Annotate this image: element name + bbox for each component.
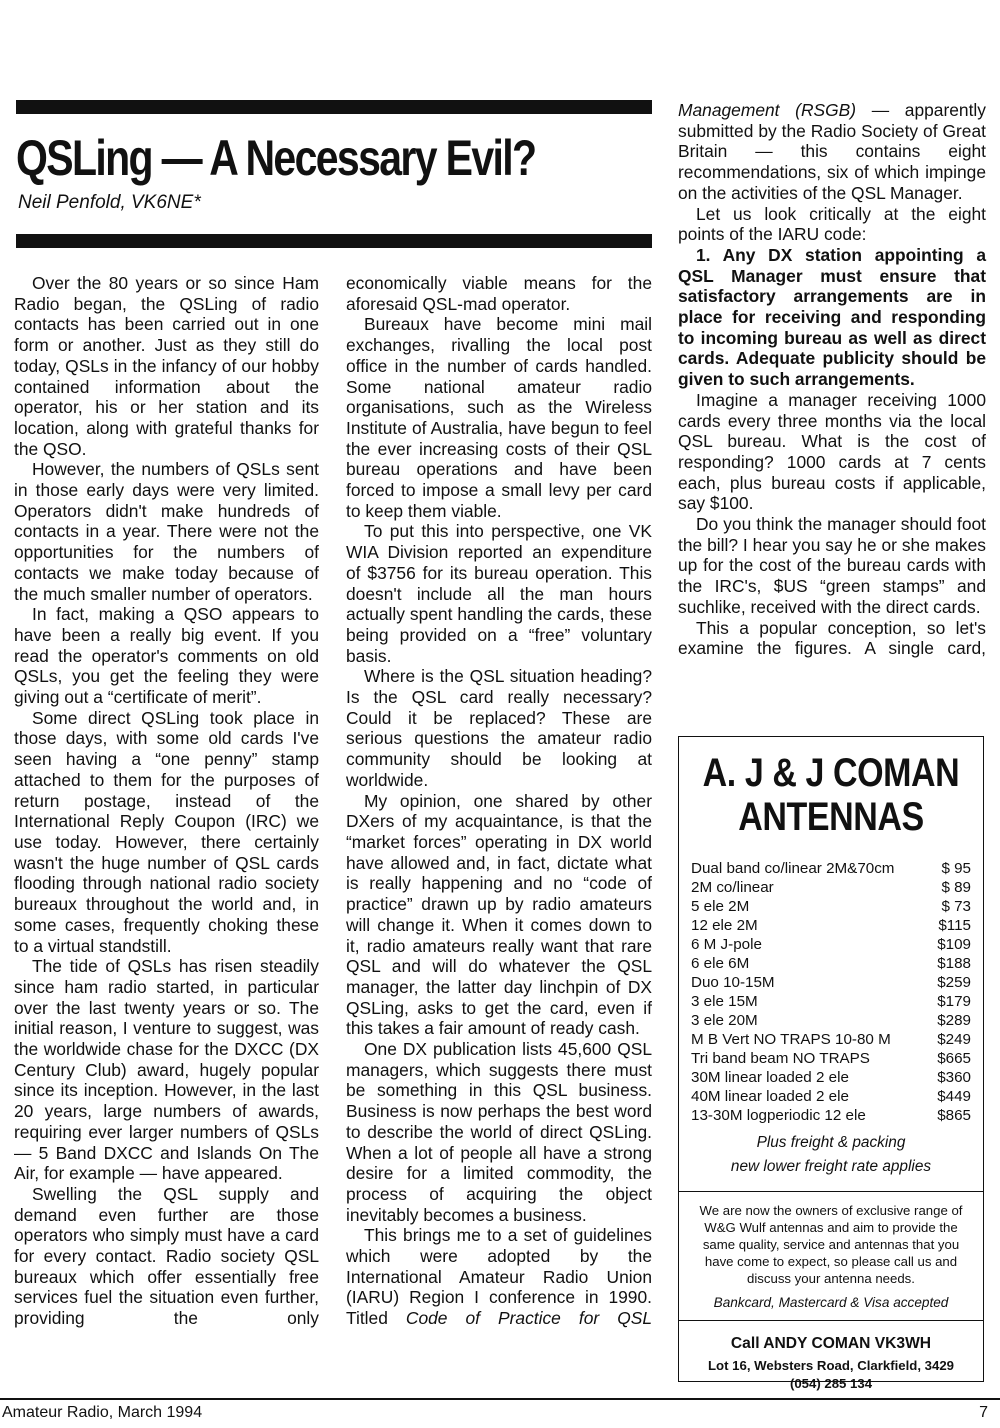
article-author: Neil Penfold, VK6NE* xyxy=(18,192,201,213)
paragraph: My opinion, one shared by other DXers of my acquaintance, is that the “market forces” operating in DX world have allowed and, in fact, dictate what is really happening and no “code of practice” drawn up by radio amateurs will change it. When it comes down to it, radio amateurs really want that rare QSL and will do whatever the QSL manager, the latter day linchpin of DX QSLing, asks to get the card, even if this takes a fair amount of ready cash. xyxy=(346,790,652,1039)
antenna-name: 13-30M logperiodic 12 ele xyxy=(691,1107,866,1124)
price-row xyxy=(691,1049,971,1068)
paragraph: Swelling the QSL supply and demand even further are those operators who simply must have a card for every contact. Radio society QSL bureaux which offer essentially free services fuel the situation even further, providing the only xyxy=(14,1183,319,1329)
price-row xyxy=(691,878,971,897)
antenna-name: 12 ele 2M xyxy=(691,917,758,934)
footer-publication: Amateur Radio, March 1994 xyxy=(2,1404,203,1421)
price-row xyxy=(691,1030,971,1049)
antenna-price: $ 73 xyxy=(941,898,971,915)
paragraph: Imagine a manager receiving 1000 cards every three months via the local QSL bureau. What is the cost of responding? 1000 cards at 7 cents each, plus bureau costs if applicable, say $100. xyxy=(678,389,986,514)
footer-rule xyxy=(0,1398,1000,1400)
paragraph: This a popular conception, so let's examine the figures. A single card, xyxy=(678,617,986,659)
antenna-price: $259 xyxy=(937,974,971,991)
contact-address: Lot 16, Websters Road, Clarkfield, 3429 xyxy=(707,1358,954,1373)
price-list xyxy=(691,859,971,1125)
paragraph: In fact, making a QSO appears to have been a really big event. If you read the operator's comments on old QSLs, you get the feeling they were giving out a “certificate of merit”. xyxy=(14,604,319,708)
antenna-name: 30M linear loaded 2 ele xyxy=(691,1069,849,1086)
price-row xyxy=(691,992,971,1011)
title-bottom-rule xyxy=(16,234,652,248)
advertisement-box xyxy=(678,736,984,1391)
paragraph: Do you think the manager should foot the bill? I hear you say he or she makes up for the cost of the bureau cards with the IRC's, $US “green stamps” and suchlike, received with the direct cards. xyxy=(678,514,986,617)
antenna-name: 40M linear loaded 2 ele xyxy=(691,1088,849,1105)
antenna-price: $249 xyxy=(937,1031,971,1048)
antenna-name: 6 ele 6M xyxy=(691,955,750,972)
antenna-price: $289 xyxy=(937,1012,971,1029)
paragraph-continued: economically viable means for the aforesaid QSL-mad operator. xyxy=(346,273,652,314)
code-title-italic: Code of Practice for QSL xyxy=(405,1308,652,1329)
freight-note-1: Plus freight & packing xyxy=(756,1134,906,1151)
paragraph: Where is the QSL situation heading? Is the QSL card really necessary? Could it be replaced? These are serious questions the amateur radio community should be looking at worldwide. xyxy=(346,666,652,790)
contact-phone: (054) 285 134 xyxy=(789,1376,873,1391)
paragraph: Some direct QSLing took place in those days, with some old cards I've seen having a “one penny” stamp attached to them for the purposes of return postage, instead of the International Reply Coupon (IRC) we use today. However, there certainly wasn't the huge number of QSL cards flooding through national radio society bureaux throughout the world and, in some cases, frequently choking these to a virtual standstill. xyxy=(14,707,319,956)
antenna-name: M B Vert NO TRAPS 10-80 M xyxy=(691,1031,891,1048)
ad-headline-1: A. J & J COMAN xyxy=(702,751,960,795)
antenna-name: Duo 10-15M xyxy=(691,974,775,991)
paragraph: One DX publication lists 45,600 QSL managers, which suggests there must be something in this QSL business. Business is now perhaps the best word to describe the world of direct QSLing. When a lot of people all have a strong desire for a limited commodity, the process of acquiring the object inevitably becomes a business. xyxy=(346,1039,652,1225)
paragraph-text: — apparently submitted by the Radio Society of Great Britain — this contains eight recommendations, six of which impinge on the activities of the QSL Manager. xyxy=(678,100,986,203)
antenna-name: Tri band beam NO TRAPS xyxy=(691,1050,870,1067)
ad-headline-2: ANTENNAS xyxy=(738,795,924,839)
paragraph: Over the 80 years or so since Ham Radio began, the QSLing of radio contacts has been carried out in one form or another. Just as they still do today, QSLs in the infancy of our hobby contained information about the operator, his or her station and its location, along with grateful thanks for the QSO. xyxy=(14,273,319,459)
antenna-name: 3 ele 15M xyxy=(691,993,758,1010)
paragraph-text: This brings me to a set of guidelines which were adopted by the International Amateur Radio Union (IARU) Region I conference in 1990. Titled xyxy=(346,1225,652,1329)
price-row xyxy=(691,1068,971,1087)
column-3 xyxy=(678,100,986,659)
ad-body-text: We are now the owners of exclusive range of W&G Wulf antennas and aim to provide the same quality, service and antennas that you have come to expect, so please call us and discuss your antenna needs. xyxy=(699,1203,963,1286)
antenna-name: 2M co/linear xyxy=(691,879,774,896)
antenna-price: $360 xyxy=(937,1069,971,1086)
ad-divider xyxy=(679,1320,983,1321)
paragraph: However, the numbers of QSLs sent in those early days were very limited. Operators didn't make hundreds of contacts in a year. There were not the opportunities for the numbers of contacts we make today because of the much smaller number of operators. xyxy=(14,459,319,604)
antenna-price: $665 xyxy=(937,1050,971,1067)
price-row xyxy=(691,1087,971,1106)
freight-note-2: new lower freight rate applies xyxy=(730,1158,932,1175)
price-row xyxy=(691,859,971,878)
ad-divider xyxy=(679,1191,983,1192)
cards-accepted: Bankcard, Mastercard & Visa accepted xyxy=(713,1295,949,1310)
antenna-name: 5 ele 2M xyxy=(691,898,750,915)
price-row xyxy=(691,916,971,935)
antenna-name: 3 ele 20M xyxy=(691,1012,758,1029)
paragraph-continued xyxy=(678,100,986,204)
antenna-price: $109 xyxy=(937,936,971,953)
antenna-price: $ 89 xyxy=(941,879,971,896)
price-row xyxy=(691,973,971,992)
antenna-name: 6 M J-pole xyxy=(691,936,762,953)
antenna-price: $188 xyxy=(937,955,971,972)
antenna-price: $865 xyxy=(937,1107,971,1124)
column-2 xyxy=(346,273,652,1329)
iaru-point-1: 1. Any DX station appointing a QSL Manager must ensure that satisfactory arrangements are in place for receiving and responding to incoming bureau as well as direct cards. Adequate publicity should be given to such arrangements. xyxy=(678,244,986,390)
antenna-price: $115 xyxy=(938,917,971,934)
code-title-italic-cont: Management (RSGB) xyxy=(678,100,857,120)
antenna-name: Dual band co/linear 2M&70cm xyxy=(691,860,895,877)
page-number: 7 xyxy=(979,1404,988,1421)
antenna-price: $449 xyxy=(937,1088,971,1105)
antenna-price: $ 95 xyxy=(941,860,971,877)
price-row xyxy=(691,897,971,916)
paragraph: Let us look critically at the eight points of the IARU code: xyxy=(678,203,986,245)
contact-name: Call ANDY COMAN VK3WH xyxy=(730,1335,932,1352)
paragraph: Bureaux have become mini mail exchanges, rivalling the local post office in the number of cards handled. Some national amateur radio organisations, such as the Wireless Institute of Australia, have begun to feel the ever increasing costs of their QSL bureau operations and have been forced to impose a small levy per card to keep them viable. xyxy=(346,314,652,521)
price-row xyxy=(691,1011,971,1030)
price-row xyxy=(691,935,971,954)
price-row xyxy=(691,1106,971,1125)
top-rule xyxy=(16,100,652,114)
antenna-price: $179 xyxy=(937,993,971,1010)
paragraph xyxy=(346,1225,652,1329)
price-row xyxy=(691,954,971,973)
paragraph: To put this into perspective, one VK WIA Division reported an expenditure of $3756 for its bureau operation. This doesn't include all the man hours actually spent handling the cards, these being provided on a “free” voluntary basis. xyxy=(346,521,652,666)
paragraph: The tide of QSLs has risen steadily since ham radio started, in particular over the last twenty years or so. The initial reason, I venture to suggest, was the worldwide chase for the DXCC (DX Century Club) award, hugely popular since its inception. However, in the last 20 years, large numbers of awards, requiring ever larger numbers of QSLs — 5 Band DXCC and Islands On The Air, for example — have appeared. xyxy=(14,956,319,1184)
column-1 xyxy=(14,273,319,1329)
article-title: QSLing — A Necessary Evil? xyxy=(16,130,536,186)
